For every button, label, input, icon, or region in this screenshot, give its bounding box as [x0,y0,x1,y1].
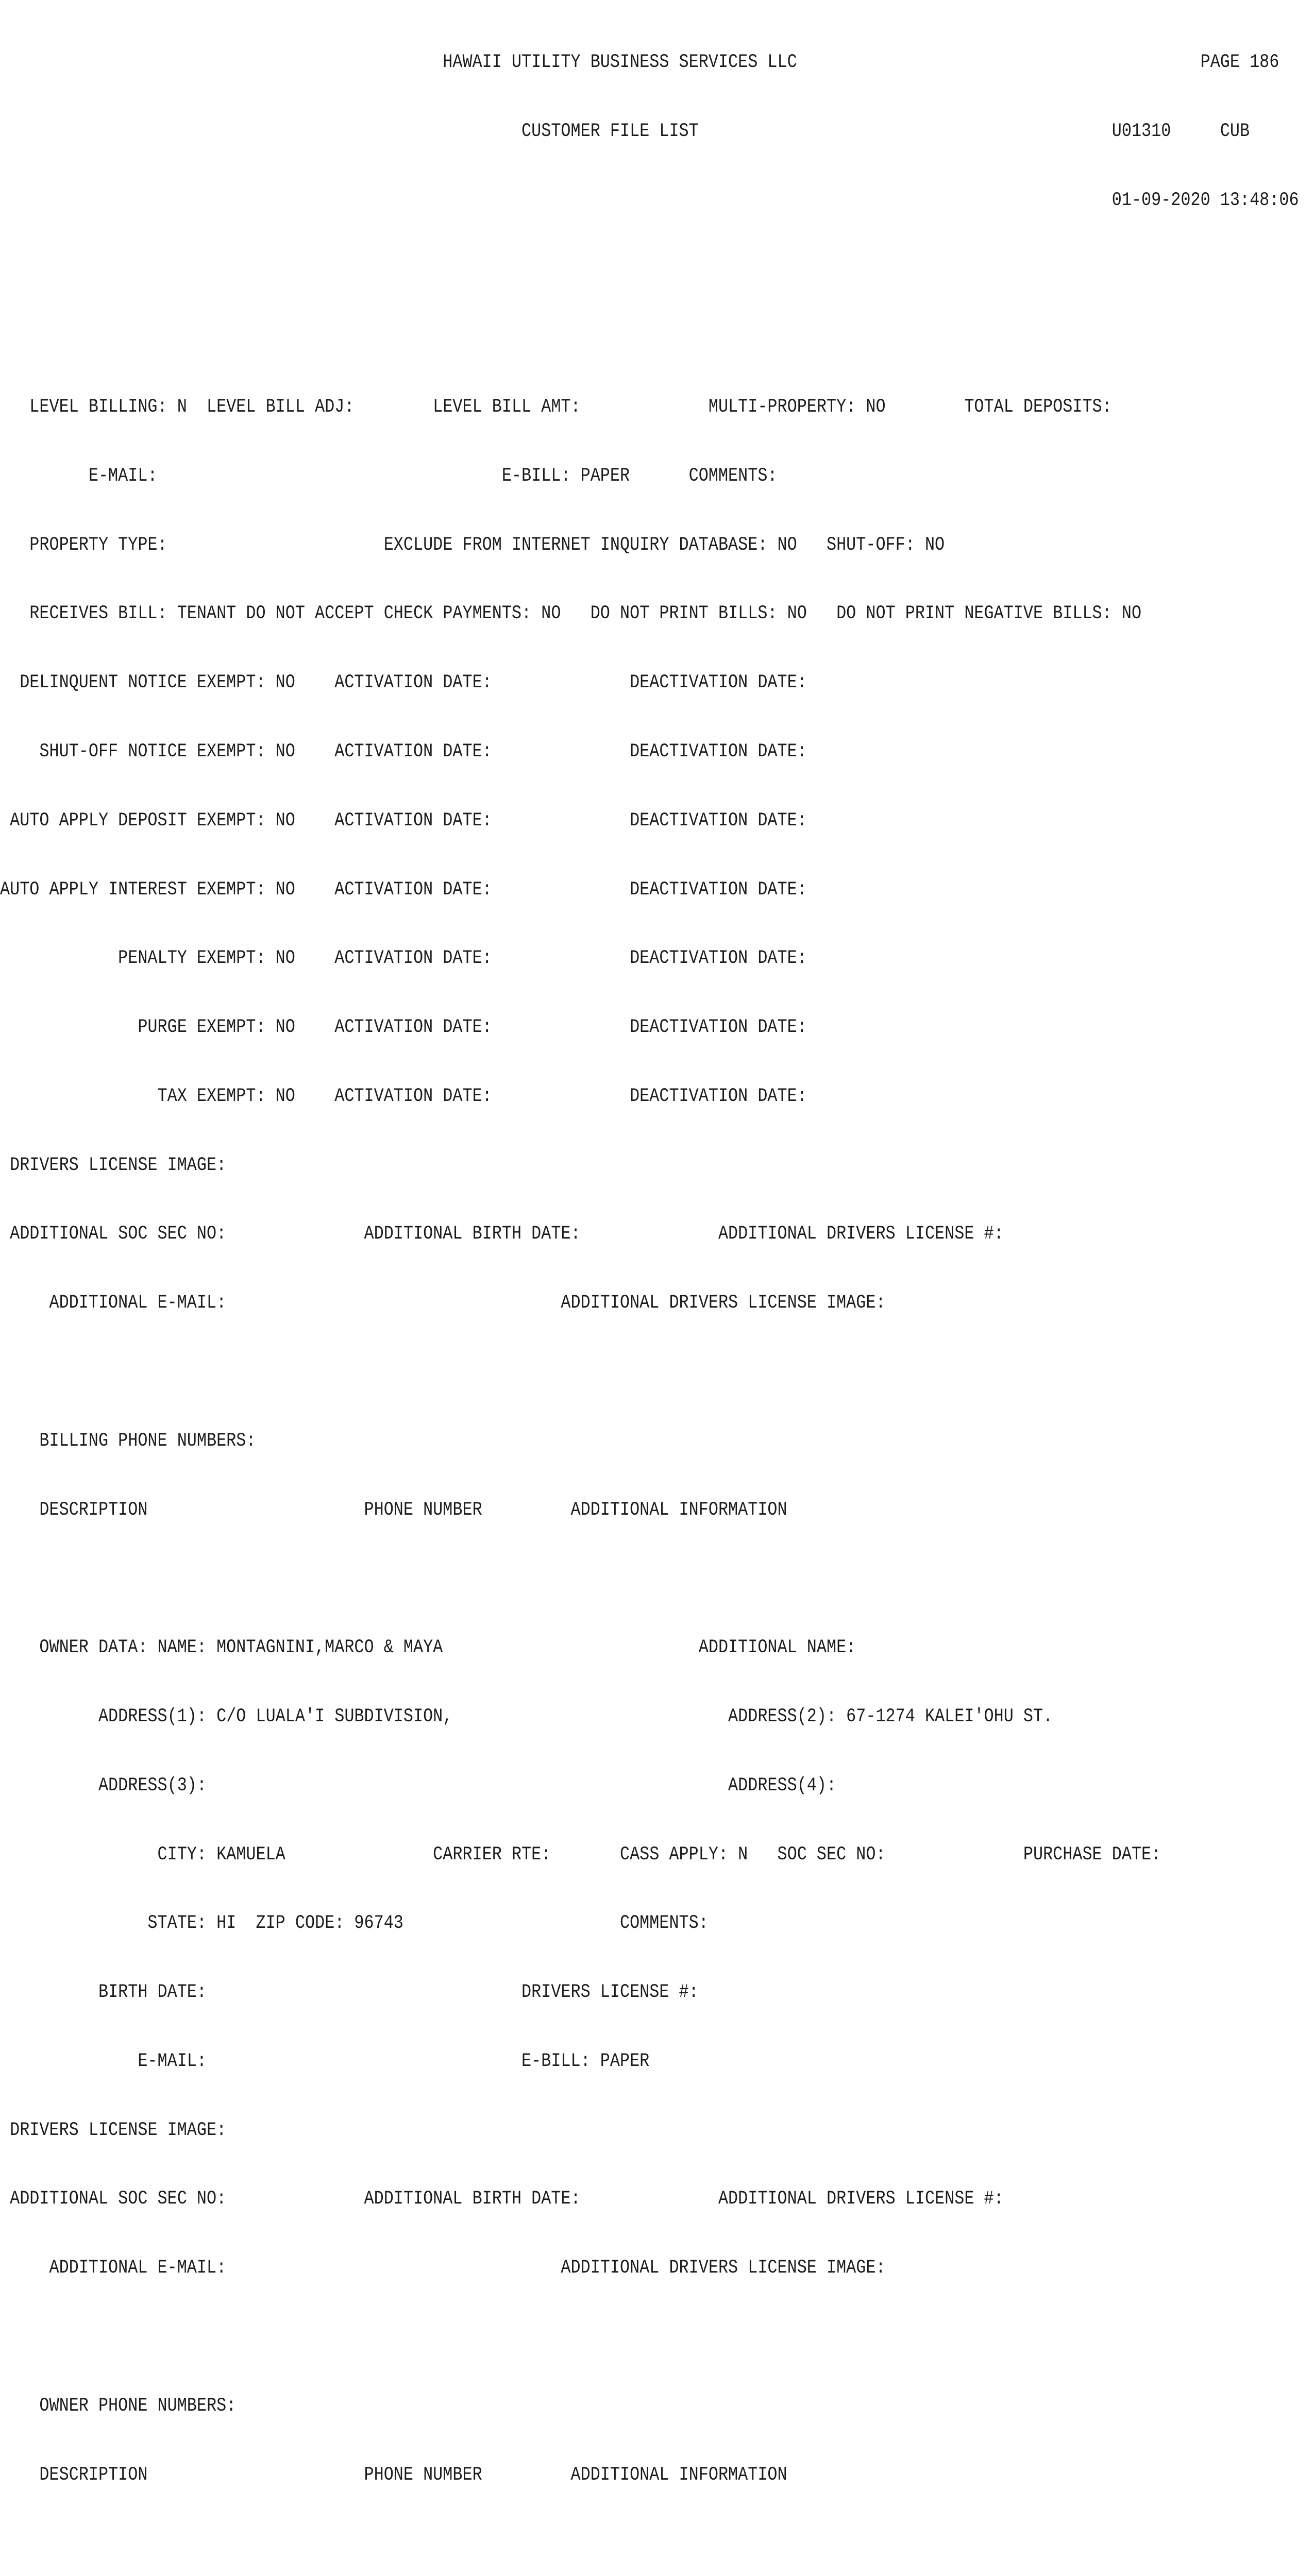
report-line: PROPERTY TYPE: EXCLUDE FROM INTERNET INQUIRY DATABASE: NO SHUT-OFF: NO [0,534,945,556]
report-line: CUSTOMER FILE LIST U01310 CUB [0,120,1250,142]
report-printout [0,5,1309,2576]
report-line: E-MAIL: E-BILL: PAPER [0,2050,650,2072]
report-line [0,327,1309,350]
report-line: OWNER PHONE NUMBERS: [0,2395,237,2417]
report-line: AUTO APPLY DEPOSIT EXEMPT: NO ACTIVATION DATE: DEACTIVATION DATE: [0,809,807,832]
report-line: 01-09-2020 13:48:06 [0,189,1299,211]
report-line: PURGE EXEMPT: NO ACTIVATION DATE: DEACTIVATION DATE: [0,1016,807,1039]
report-line: ADDITIONAL E-MAIL: ADDITIONAL DRIVERS LICENSE IMAGE: [0,2257,886,2279]
report-line: ADDITIONAL SOC SEC NO: ADDITIONAL BIRTH DATE: ADDITIONAL DRIVERS LICENSE #: [0,2188,1004,2210]
report-line: DRIVERS LICENSE IMAGE: [0,1154,227,1176]
report-line: BIRTH DATE: DRIVERS LICENSE #: [0,1981,699,2004]
report-line: BILLING PHONE NUMBERS: [0,1430,256,1452]
report-line [0,258,1309,281]
report-line: DELINQUENT NOTICE EXEMPT: NO ACTIVATION DATE: DEACTIVATION DATE: [0,672,807,694]
report-line: ADDRESS(1): C/O LUALA'I SUBDIVISION, ADDRESS(2): 67-1274 KALEI'OHU ST. [0,1705,1053,1727]
report-line: RECEIVES BILL: TENANT DO NOT ACCEPT CHECK PAYMENTS: NO DO NOT PRINT BILLS: NO DO NOT PRINT NEGATIVE BILLS: NO [0,603,1142,625]
report-line: ADDRESS(3): ADDRESS(4): [0,1774,837,1797]
report-line: CITY: KAMUELA CARRIER RTE: CASS APPLY: N SOC SEC NO: PURCHASE DATE: [0,1843,1161,1866]
report-line: AUTO APPLY INTEREST EXEMPT: NO ACTIVATION DATE: DEACTIVATION DATE: [0,878,807,901]
report-line: ADDITIONAL E-MAIL: ADDITIONAL DRIVERS LICENSE IMAGE: [0,1292,886,1314]
report-line: TAX EXEMPT: NO ACTIVATION DATE: DEACTIVATION DATE: [0,1085,807,1107]
report-line: PENALTY EXEMPT: NO ACTIVATION DATE: DEACTIVATION DATE: [0,947,807,970]
report-line [0,1567,1309,1590]
report-line: E-MAIL: E-BILL: PAPER COMMENTS: [0,465,778,487]
report-line: LEVEL BILLING: N LEVEL BILL ADJ: LEVEL BILL AMT: MULTI-PROPERTY: NO TOTAL DEPOSITS: [0,396,1112,418]
report-line: STATE: HI ZIP CODE: 96743 COMMENTS: [0,1912,709,1935]
report-line [0,2326,1309,2349]
report-line: DESCRIPTION PHONE NUMBER ADDITIONAL INFORMATION [0,1499,787,1521]
report-line [0,2532,1309,2555]
report-line: SHUT-OFF NOTICE EXEMPT: NO ACTIVATION DATE: DEACTIVATION DATE: [0,741,807,762]
report-line: ADDITIONAL SOC SEC NO: ADDITIONAL BIRTH DATE: ADDITIONAL DRIVERS LICENSE #: [0,1223,1004,1245]
report-line: DRIVERS LICENSE IMAGE: [0,2119,227,2141]
report-line: HAWAII UTILITY BUSINESS SERVICES LLC PAGE 186 [0,52,1279,74]
report-line: DESCRIPTION PHONE NUMBER ADDITIONAL INFORMATION [0,2464,787,2486]
report-line [0,1361,1309,1384]
report-line: OWNER DATA: NAME: MONTAGNINI,MARCO & MAYA ADDITIONAL NAME: [0,1637,856,1659]
